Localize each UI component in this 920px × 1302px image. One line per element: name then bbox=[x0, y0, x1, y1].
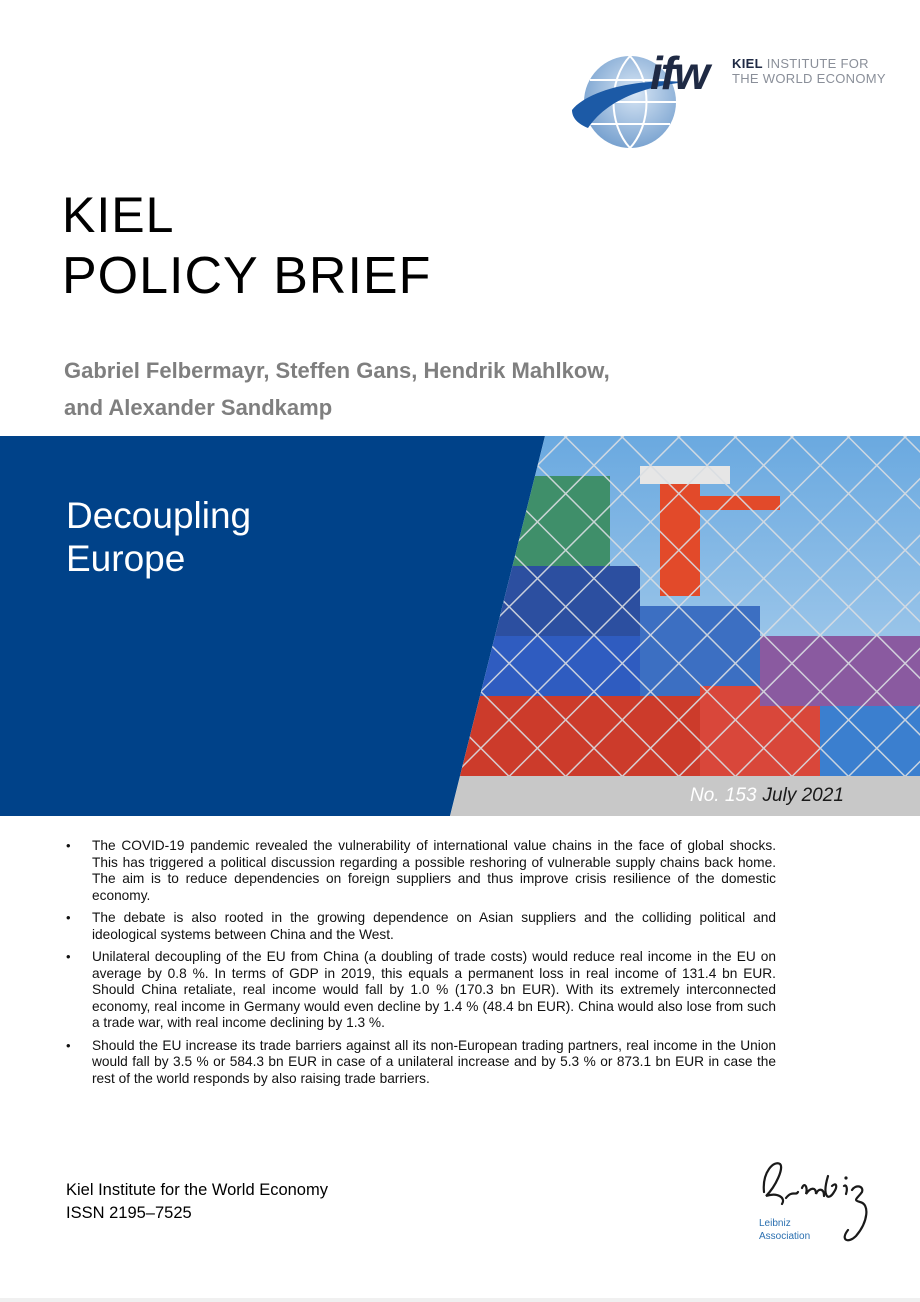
title-kiel: KIEL bbox=[62, 187, 175, 243]
topic-line2: Europe bbox=[66, 538, 186, 579]
bullet-item: • Should the EU increase its trade barriers against all its non-European trading partners, real income in the Union would fall by 3.5 % or 584.3 bn EUR in case of a unilateral increase and by 5.3 % or 873.1 bn EUR in case the rest of the world responds by also raising trade barriers. bbox=[66, 1037, 776, 1086]
issue-info bbox=[690, 785, 844, 807]
topic-line1: Decoupling bbox=[66, 495, 252, 536]
bullet-icon: • bbox=[66, 838, 71, 853]
cover-banner bbox=[0, 436, 920, 816]
bullet-item: • Unilateral decoupling of the EU from China (a doubling of trade costs) would reduce real income in the EU on average by 0.8 %. In terms of GDP in 2019, this equals a permanent loss in real income of 131.4 bn EUR. Should China retaliate, real income would fall by 1.0 % (170.3 bn EUR). With its extremely interconnected economy, real income in Germany would even decline by 1.4 % (48.4 bn EUR). China would also lose from such a trade war, with real income declining by 1.3 %. bbox=[66, 949, 776, 1030]
footer-issn: ISSN 2195–7525 bbox=[66, 1204, 192, 1222]
bullet-icon: • bbox=[66, 1037, 71, 1053]
authors bbox=[64, 352, 764, 426]
footer-institute: Kiel Institute for the World Economy bbox=[66, 1181, 328, 1199]
banner-grey-strip bbox=[450, 776, 920, 816]
bullet-item: • The debate is also rooted in the growing dependence on Asian suppliers and the colliding political and ideological systems between China and the West. bbox=[66, 910, 776, 942]
page-bottom-edge bbox=[0, 1298, 920, 1302]
banner-graphic bbox=[0, 436, 920, 816]
brief-topic bbox=[66, 494, 251, 580]
bullet-item: • The COVID-19 pandemic revealed the vulnerability of international value chains in the face of global shocks. This has triggered a political discussion regarding a possible reshoring of vulnerable supply chains back home. The aim is to reduce dependencies on foreign suppliers and thus improve crisis resilience of the domestic economy. bbox=[66, 838, 776, 903]
banner-blue-panel bbox=[0, 436, 545, 816]
authors-line2: and Alexander Sandkamp bbox=[64, 395, 333, 420]
footer bbox=[66, 1179, 328, 1225]
ifw-wordmark: ifw bbox=[650, 47, 708, 99]
bullet-icon: • bbox=[66, 910, 71, 925]
leibniz-label-line2: Association bbox=[759, 1231, 811, 1242]
authors-line1: Gabriel Felbermayr, Steffen Gans, Hendrik Mahlkow, bbox=[64, 358, 610, 383]
issue-date: July 2021 bbox=[762, 785, 844, 806]
leibniz-label-line1: Leibniz bbox=[759, 1218, 791, 1229]
bullet-icon: • bbox=[66, 949, 71, 964]
org-name-line2: THE WORLD ECONOMY bbox=[732, 71, 886, 86]
issue-number: No. 153 bbox=[690, 785, 757, 806]
summary-bullets bbox=[64, 838, 776, 1093]
leibniz-logo bbox=[752, 1152, 882, 1252]
ifw-logo bbox=[568, 40, 898, 158]
title-policy-brief: POLICY BRIEF bbox=[62, 247, 432, 305]
org-name-line1: KIEL INSTITUTE FOR bbox=[732, 56, 869, 71]
